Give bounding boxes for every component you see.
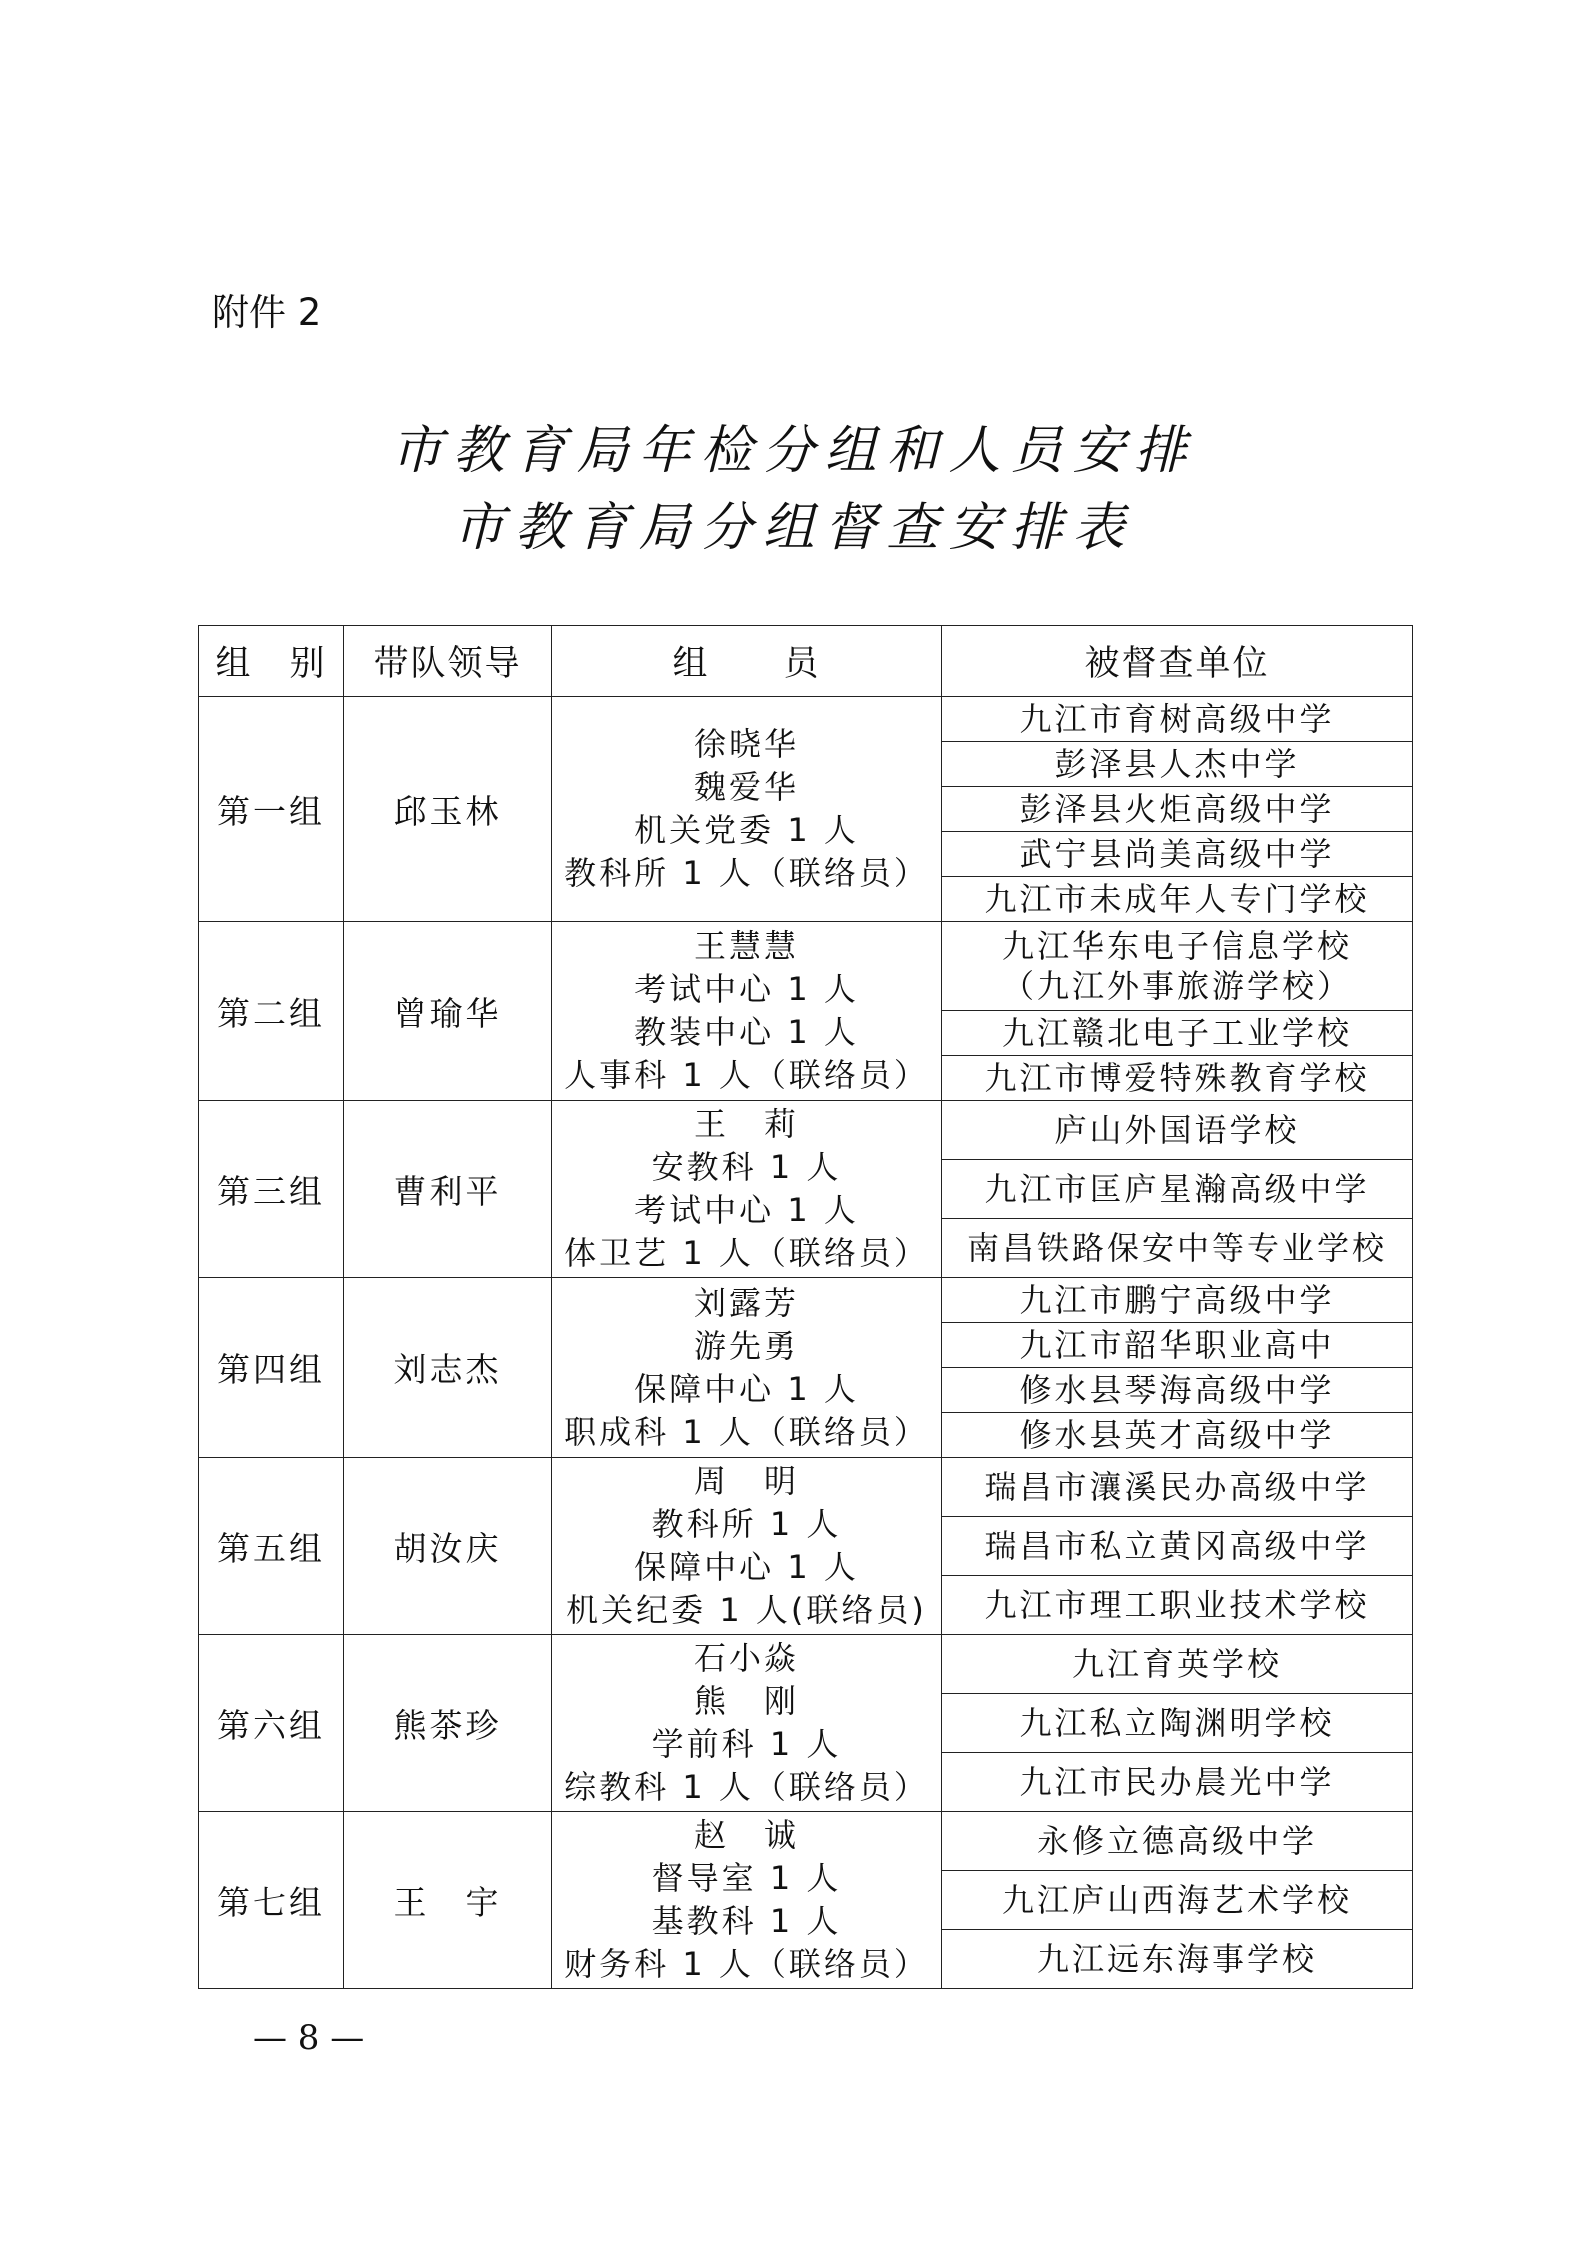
member-line: 石小焱 [693, 1639, 799, 1677]
header-group: 组 别 [199, 626, 344, 697]
member-line: 魏爱华 [693, 768, 799, 806]
member-line: 机关党委 1 人 [634, 811, 859, 849]
inspected-unit-cell: 九江市博爱特殊教育学校 [942, 1056, 1413, 1101]
inspected-unit-cell: 瑞昌市瀼溪民办高级中学 [942, 1458, 1413, 1517]
member-line: 赵 诚 [693, 1816, 799, 1854]
inspected-unit-cell: 九江私立陶渊明学校 [942, 1694, 1413, 1753]
inspected-unit-cell: 九江赣北电子工业学校 [942, 1011, 1413, 1056]
member-line: 保障中心 1 人 [634, 1369, 859, 1408]
leader-cell: 邱玉林 [344, 697, 552, 922]
member-line: 财务科 1 人（联络员） [564, 1945, 929, 1983]
member-line: 王慧慧 [693, 927, 799, 965]
group-name-cell: 第七组 [199, 1812, 344, 1989]
table-row [199, 1101, 1413, 1160]
attachment-label: 附件 2 [212, 291, 322, 334]
inspected-unit-cell: 九江市韶华职业高中 [942, 1323, 1413, 1368]
inspected-unit-cell: 南昌铁路保安中等专业学校 [942, 1219, 1413, 1278]
member-line: 保障中心 1 人 [634, 1548, 859, 1586]
member-line: 考试中心 1 人 [634, 1191, 859, 1229]
table-row [199, 1278, 1413, 1323]
leader-cell: 刘志杰 [344, 1278, 552, 1458]
member-line: 综教科 1 人（联络员） [564, 1768, 929, 1806]
member-line: 体卫艺 1 人（联络员） [564, 1234, 929, 1272]
inspected-unit-cell: 九江市理工职业技术学校 [942, 1576, 1413, 1635]
member-line: 职成科 1 人（联络员） [564, 1412, 929, 1451]
inspected-unit-cell: 永修立德高级中学 [942, 1812, 1413, 1871]
header-leader: 带队领导 [344, 626, 552, 697]
header-units: 被督查单位 [942, 626, 1413, 697]
member-line: 机关纪委 1 人(联络员) [566, 1591, 927, 1629]
inspected-unit-cell: 九江育英学校 [942, 1635, 1413, 1694]
inspected-unit-cell: 瑞昌市私立黄冈高级中学 [942, 1517, 1413, 1576]
inspected-unit-cell: 修水县英才高级中学 [942, 1413, 1413, 1458]
header-members: 组 员 [552, 626, 942, 697]
leader-cell: 熊茶珍 [344, 1635, 552, 1812]
members-cell [552, 1812, 942, 1989]
member-line: 学前科 1 人 [651, 1725, 842, 1763]
members-cell [552, 697, 942, 922]
table-row [199, 922, 1413, 1011]
inspected-unit-cell: 修水县琴海高级中学 [942, 1368, 1413, 1413]
inspected-unit-cell: 九江市未成年人专门学校 [942, 877, 1413, 922]
document-subtitle: 市教育局分组督查安排表 [452, 498, 1135, 558]
inspected-unit-cell: 彭泽县火炬高级中学 [942, 787, 1413, 832]
member-line: 基教科 1 人 [651, 1902, 842, 1940]
leader-cell: 胡汝庆 [344, 1458, 552, 1635]
table-row [199, 1812, 1413, 1871]
members-cell [552, 1635, 942, 1812]
leader-cell: 王 宇 [344, 1812, 552, 1989]
member-line: 熊 刚 [693, 1682, 799, 1720]
inspected-unit-cell: 九江庐山西海艺术学校 [942, 1871, 1413, 1930]
member-line: 教科所 1 人（联络员） [564, 854, 929, 892]
member-line: 游先勇 [693, 1326, 799, 1365]
leader-cell: 曾瑜华 [344, 922, 552, 1101]
member-line: 教科所 1 人 [651, 1505, 842, 1543]
page-number: — 8 — [253, 2018, 365, 2058]
member-line: 刘露芳 [693, 1283, 799, 1322]
member-line: 徐晓华 [693, 725, 799, 763]
group-name-cell: 第二组 [199, 922, 344, 1101]
group-name-cell: 第一组 [199, 697, 344, 922]
member-line: 教装中心 1 人 [634, 1013, 859, 1051]
member-line: 王 莉 [693, 1105, 799, 1143]
group-name-cell: 第六组 [199, 1635, 344, 1812]
members-cell [552, 922, 942, 1101]
inspected-unit-cell: 九江市匡庐星瀚高级中学 [942, 1160, 1413, 1219]
members-cell [552, 1101, 942, 1278]
inspected-unit-cell: 九江华东电子信息学校 （九江外事旅游学校） [942, 922, 1413, 1011]
schedule-table [198, 625, 1413, 1989]
inspected-unit-cell: 彭泽县人杰中学 [942, 742, 1413, 787]
member-line: 考试中心 1 人 [634, 970, 859, 1008]
table-header-row [199, 626, 1413, 697]
members-cell [552, 1458, 942, 1635]
inspected-unit-cell: 九江市育树高级中学 [942, 697, 1413, 742]
inspected-unit-cell: 九江远东海事学校 [942, 1930, 1413, 1989]
table-row [199, 697, 1413, 742]
member-line: 人事科 1 人（联络员） [564, 1056, 929, 1094]
member-line: 周 明 [693, 1462, 799, 1500]
inspected-unit-cell: 武宁县尚美高级中学 [942, 832, 1413, 877]
group-name-cell: 第四组 [199, 1278, 344, 1458]
group-name-cell: 第三组 [199, 1101, 344, 1278]
table-row [199, 1458, 1413, 1517]
table-row [199, 1635, 1413, 1694]
members-cell [552, 1278, 942, 1458]
member-line: 安教科 1 人 [651, 1148, 842, 1186]
inspected-unit-cell: 庐山外国语学校 [942, 1101, 1413, 1160]
inspected-unit-cell: 九江市民办晨光中学 [942, 1753, 1413, 1812]
group-name-cell: 第五组 [199, 1458, 344, 1635]
document-title: 市教育局年检分组和人员安排 [390, 421, 1197, 481]
leader-cell: 曹利平 [344, 1101, 552, 1278]
inspected-unit-cell: 九江市鹏宁高级中学 [942, 1278, 1413, 1323]
member-line: 督导室 1 人 [651, 1859, 842, 1897]
